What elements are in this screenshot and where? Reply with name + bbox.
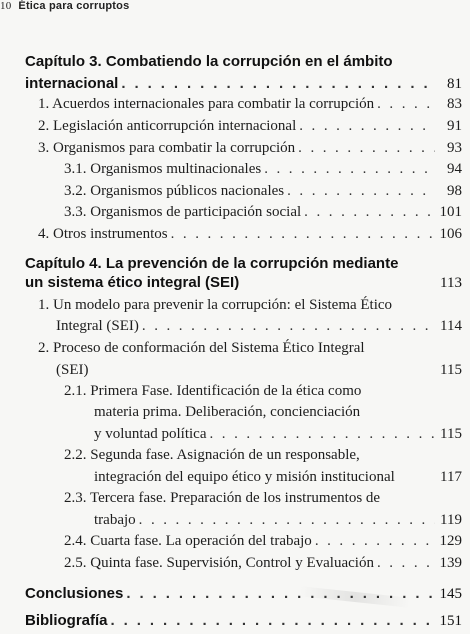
dot-leader (111, 612, 435, 629)
toc-entry-page: 129 (439, 533, 462, 549)
toc-entry-4-2-3[interactable] (94, 512, 462, 529)
bibliography-page: 151 (439, 613, 462, 629)
dot-leader (142, 318, 435, 335)
dot-leader (315, 533, 435, 550)
dot-leader (209, 426, 435, 443)
toc-entry-4-2-1-line1: 2.1. Primera Fase. Identificación de la ética como (64, 383, 362, 399)
chapter-4-title-line1: Capítulo 4. La prevención de la corrupción mediante (25, 255, 399, 272)
toc-entry-page: 83 (447, 96, 462, 112)
toc-entry-page: 98 (447, 183, 462, 199)
chapter-4-entry[interactable] (25, 274, 462, 292)
toc-entry-label: (SEI) (56, 362, 89, 378)
dot-leader (264, 161, 435, 178)
chapter-3-title-line2: internacional (25, 75, 119, 92)
toc-entry-label: y voluntad política (94, 426, 207, 442)
dot-leader (377, 96, 435, 113)
running-header (0, 0, 129, 12)
chapter-3-page: 81 (447, 76, 462, 92)
toc-entry-4-2-2-line1: 2.2. Segunda fase. Asignación de un responsable, (64, 447, 360, 463)
chapter-3-entry[interactable] (25, 75, 462, 93)
toc-entry-page: 115 (440, 426, 462, 442)
toc-entry-page: 101 (439, 204, 462, 220)
toc-entry-label: 2.5. Quinta fase. Supervisión, Control y Evaluación (64, 555, 374, 571)
dot-leader (121, 75, 435, 92)
conclusions-page: 145 (439, 586, 462, 602)
toc-entry-page: 93 (447, 140, 462, 156)
page-number: 10 (0, 0, 12, 12)
toc-entry-page: 94 (447, 161, 462, 177)
toc-entry-4-2[interactable] (56, 362, 462, 379)
toc-entry-page: 139 (439, 555, 462, 571)
toc-entry-4-2-4[interactable] (64, 533, 462, 550)
dot-leader (126, 585, 435, 602)
toc-entry-label: 3.1. Organismos multinacionales (64, 161, 262, 177)
toc-entry-label: Integral (SEI) (56, 318, 139, 334)
toc-entry-4-2-line1: 2. Proceso de conformación del Sistema Ético Integral (38, 340, 365, 356)
toc-entry-label: 3.2. Organismos públicos nacionales (64, 183, 285, 199)
toc-entry-4-1[interactable] (56, 318, 462, 335)
toc-entry-4-2-2[interactable] (94, 469, 462, 486)
conclusions-entry[interactable] (25, 585, 462, 603)
toc-entry-4-2-1-line2: materia prima. Deliberación, concienciación (94, 404, 361, 420)
toc-entry-label: 3. Organismos para combatir la corrupción (38, 140, 296, 156)
toc-entry-label: trabajo (94, 512, 136, 528)
dot-leader (304, 204, 435, 221)
toc-entry-label: integración del equipo ético y misión institucional (94, 469, 395, 485)
toc-entry-4-2-1[interactable] (94, 426, 462, 443)
dot-leader (287, 183, 435, 200)
toc-entry-4-1-line1: 1. Un modelo para prevenir la corrupción: el Sistema Ético (38, 297, 393, 313)
toc-entry-3-3[interactable] (38, 140, 462, 157)
toc-entry-page: 119 (440, 512, 462, 528)
toc-entry-3-2[interactable] (38, 118, 462, 135)
conclusions-label: Conclusiones (25, 585, 124, 602)
toc-entry-label: 2. Legislación anticorrupción internacional (38, 118, 297, 134)
toc-entry-3-3-1[interactable] (64, 161, 462, 178)
toc-entry-label: 2.4. Cuarta fase. La operación del trabajo (64, 533, 312, 549)
toc-entry-4-2-3-line1: 2.3. Tercera fase. Preparación de los instrumentos de (64, 490, 381, 506)
toc-entry-page: 114 (440, 318, 462, 334)
toc-entry-3-1[interactable] (38, 96, 462, 113)
dot-leader (298, 140, 435, 157)
toc-entry-page: 91 (447, 118, 462, 134)
dot-leader (299, 118, 435, 135)
chapter-4-page: 113 (440, 275, 462, 291)
dot-leader (171, 226, 435, 243)
toc-entry-label: 1. Acuerdos internacionales para combatir la corrupción (38, 96, 375, 112)
chapter-4-title-line2: un sistema ético integral (SEI) (25, 274, 240, 291)
toc-entry-3-4[interactable] (38, 226, 462, 243)
dot-leader (377, 555, 435, 572)
dot-leader (139, 512, 435, 529)
toc-entry-label: 3.3. Organismos de participación social (64, 204, 302, 220)
toc-entry-page: 106 (439, 226, 462, 242)
toc-entry-page: 115 (440, 362, 462, 378)
toc-entry-4-2-5[interactable] (64, 555, 462, 572)
toc-entry-label: 4. Otros instrumentos (38, 226, 168, 242)
toc-entry-3-3-2[interactable] (64, 183, 462, 200)
running-title: Ética para corruptos (18, 0, 130, 12)
chapter-3-title-line1: Capítulo 3. Combatiendo la corrupción en el ámbito (25, 53, 393, 70)
toc-entry-page: 117 (440, 469, 462, 485)
bibliography-label: Bibliografía (25, 612, 108, 629)
toc-entry-3-3-3[interactable] (64, 204, 462, 221)
bibliography-entry[interactable] (25, 612, 462, 630)
